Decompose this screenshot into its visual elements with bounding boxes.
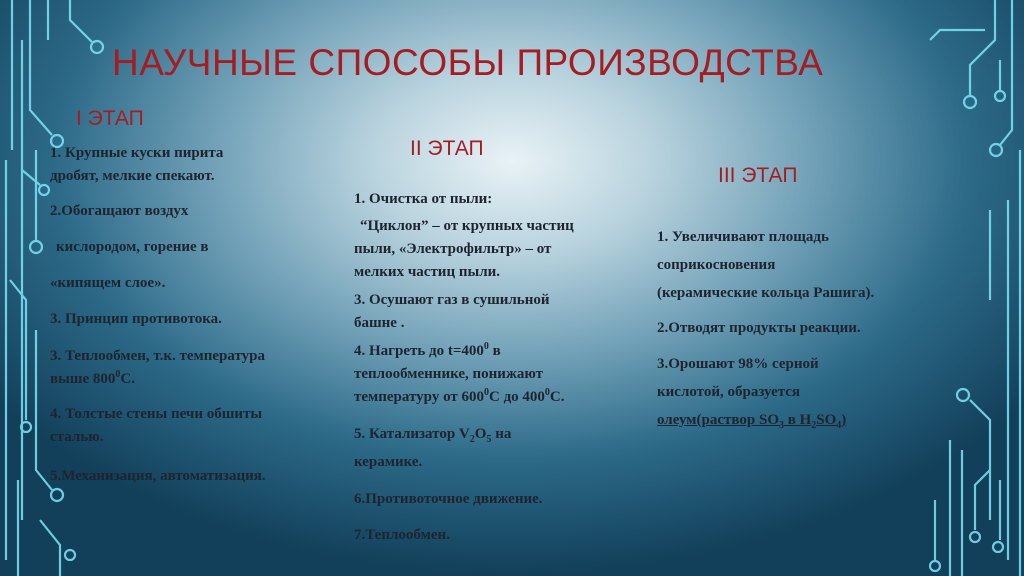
stage2-line: 4. Нагреть до $t=400^0$ в — [354, 341, 501, 359]
stage3-line: кислотой, образуется — [657, 384, 801, 400]
stage1-line: 4. Толстые стены печи обшиты — [50, 406, 263, 422]
stage2-line: теплообменнике, понижают — [354, 366, 543, 382]
stage3-line: (керамические кольца Рашига). — [657, 285, 875, 301]
stage3-line: олеум(раствор $SO_3$ в $H_2SO_4$) — [657, 412, 847, 431]
stage2-list — [354, 188, 574, 547]
stage3-line: 2.Отводят продукты реакции. — [657, 320, 861, 336]
stage2-line: 6.Противоточное движение. — [354, 491, 543, 507]
stage1-line: 2.Обогащают воздух — [50, 203, 189, 219]
stage3-line: соприкосновения — [657, 257, 776, 273]
stage1-list — [50, 142, 266, 488]
stage2-line: 3. Осушают газ в сушильной — [354, 292, 550, 308]
stage2-line: “Циклон” – от крупных частиц — [360, 218, 574, 234]
stage1-line: «кипящем слое». — [50, 275, 166, 291]
stage3-line: 3.Орошают 98% серной — [657, 356, 819, 372]
stage1-line: сталью. — [50, 429, 104, 445]
stage2-line: башне . — [354, 315, 405, 331]
stage2-line: мелких частиц пыли. — [354, 264, 501, 280]
stage2-line: 5. Катализатор $V_2O_5$ на — [354, 426, 512, 445]
stage1-line: 5.Механизация, автоматизация. — [50, 468, 266, 484]
stage2-heading: II ЭТАП — [410, 137, 484, 160]
stage2-line: 7.Теплообмен. — [354, 527, 450, 543]
stage2-line: керамике. — [354, 454, 423, 470]
stage3-line: 1. Увеличивают площадь — [657, 229, 829, 245]
stage2-line: температуру от $600^0С$ до $400^0С$. — [354, 387, 565, 405]
stage1-heading: I ЭТАП — [76, 107, 144, 130]
stage1-line: 3. Теплообмен, т.к. температура — [50, 348, 266, 364]
stage1-line: кислородом, горение в — [56, 239, 209, 255]
slide-title: НАУЧНЫЕ СПОСОБЫ ПРОИЗВОДСТВА — [112, 42, 824, 83]
stage1-line: 1. Крупные куски пирита — [50, 145, 224, 161]
stage3-heading: III ЭТАП — [718, 164, 798, 187]
stage2-line: 1. Очистка от пыли: — [354, 191, 493, 207]
stage1-line: выше $800^0С$. — [50, 369, 135, 387]
stage1-line: дробят, мелкие спекают. — [50, 168, 215, 184]
stage3-list — [657, 226, 874, 432]
stage2-line: пыли, «Электрофильтр» – от — [354, 241, 552, 257]
stage1-line: 3. Принцип противотока. — [50, 311, 222, 327]
